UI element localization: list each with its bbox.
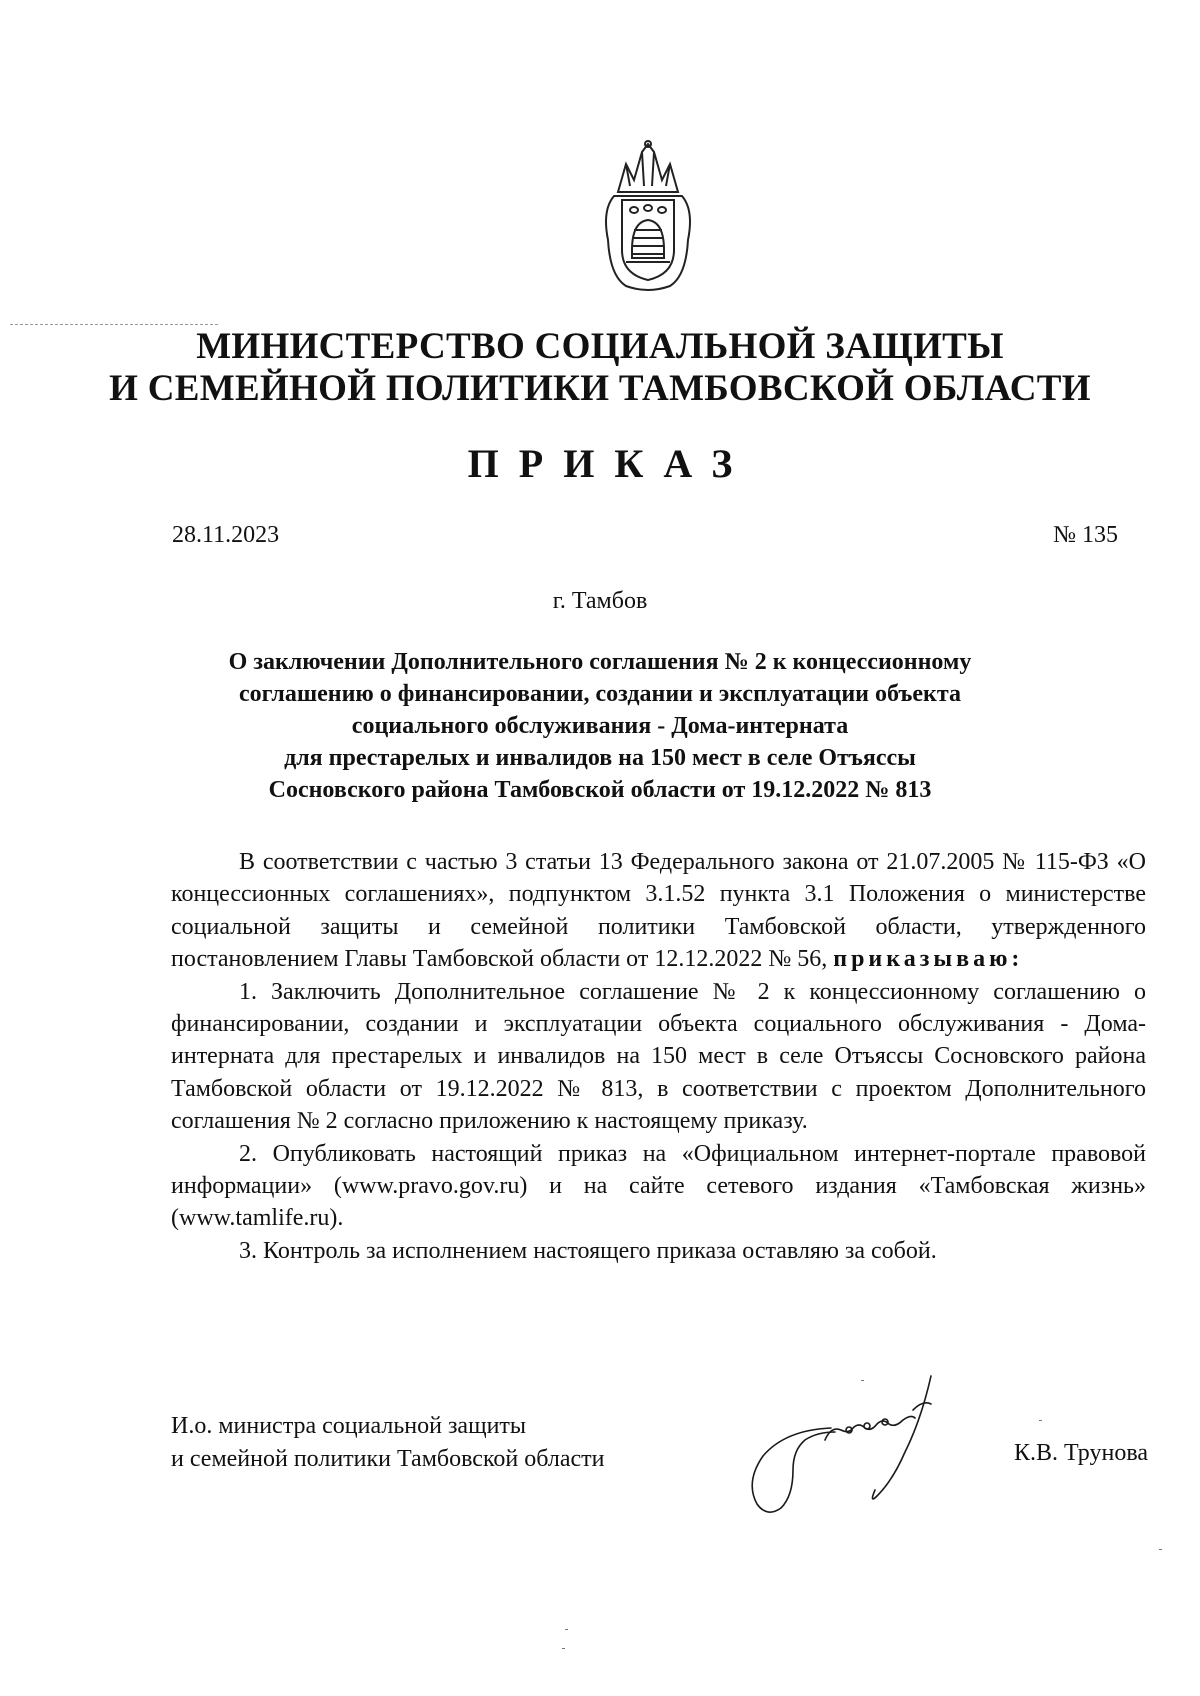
handwritten-signature-icon bbox=[745, 1370, 975, 1530]
subject-line: соглашению о финансировании, создании и эксплуатации объекта bbox=[239, 681, 961, 707]
document-city: г. Тамбов bbox=[552, 588, 648, 614]
order-word: приказываю: bbox=[833, 946, 1024, 973]
document-body bbox=[171, 846, 1146, 1267]
scan-speck bbox=[1159, 1549, 1162, 1550]
document-type-title: ПРИКАЗ bbox=[467, 441, 753, 486]
subject-line: для престарелых и инвалидов на 150 мест в селе Отъяссы bbox=[284, 745, 916, 771]
signer-name: К.В. Трунова bbox=[1014, 1440, 1148, 1466]
preamble-text: В соответствии с частью 3 статьи 13 Федерального закона от 21.07.2005 № 115-ФЗ «О концессионных соглашениях», подпунктом 3.1.52 пункта 3.1 Положения о министерстве социальной защиты и семейной политики Тамбовской области, утвержденного постановлением Главы Тамбовской области от 12.12.2022 № 56, bbox=[171, 849, 1146, 973]
scan-speck bbox=[861, 1380, 864, 1381]
document-subject bbox=[120, 646, 1080, 806]
subject-line: социального обслуживания - Дома-интерната bbox=[351, 713, 849, 739]
item-3-paragraph: 3. Контроль за исполнением настоящего приказа оставляю за собой. bbox=[239, 1237, 937, 1264]
scan-speck bbox=[565, 1629, 568, 1630]
scan-speck bbox=[1039, 1420, 1042, 1421]
signatory-title bbox=[171, 1410, 604, 1476]
ministry-name-line1: МИНИСТЕРСТВО СОЦИАЛЬНОЙ ЗАЩИТЫ bbox=[196, 326, 1004, 367]
preamble-paragraph bbox=[171, 846, 1146, 976]
document-date: 28.11.2023 bbox=[172, 522, 280, 548]
item-1-paragraph: 1. Заключить Дополнительное соглашение № 2 к концессионному соглашению о финансировании, создании и эксплуатации объекта социального обслуживания - Дома-интерната для престарелых и инвалидов на 150 мест в селе Отъяссы Сосновского района Тамбовской области от 19.12.2022 № 813, в соответствии с проектом Дополнительного соглашения № 2 согласно приложению к настоящему приказу. bbox=[171, 978, 1146, 1135]
ministry-name bbox=[0, 326, 1200, 410]
document-number: № 135 bbox=[1053, 522, 1118, 548]
scan-speck bbox=[562, 1648, 565, 1649]
ministry-name-line2: И СЕМЕЙНОЙ ПОЛИТИКИ ТАМБОВСКОЙ ОБЛАСТИ bbox=[109, 368, 1091, 409]
subject-line: Сосновского района Тамбовской области от 19.12.2022 № 813 bbox=[268, 777, 932, 803]
signatory-title-line1: И.о. министра социальной защиты bbox=[171, 1413, 527, 1439]
signatory-title-line2: и семейной политики Тамбовской области bbox=[171, 1446, 605, 1472]
scan-artifact-line bbox=[10, 324, 218, 325]
coat-of-arms-icon bbox=[596, 140, 700, 296]
item-2-paragraph: 2. Опубликовать настоящий приказ на «Официальном интернет-портале правовой информации» (www.pravo.gov.ru) и на сайте сетевого издания «Тамбовская жизнь» (www.tamlife.ru). bbox=[171, 1140, 1146, 1232]
subject-line: О заключении Дополнительного соглашения № 2 к концессионному bbox=[228, 649, 972, 675]
